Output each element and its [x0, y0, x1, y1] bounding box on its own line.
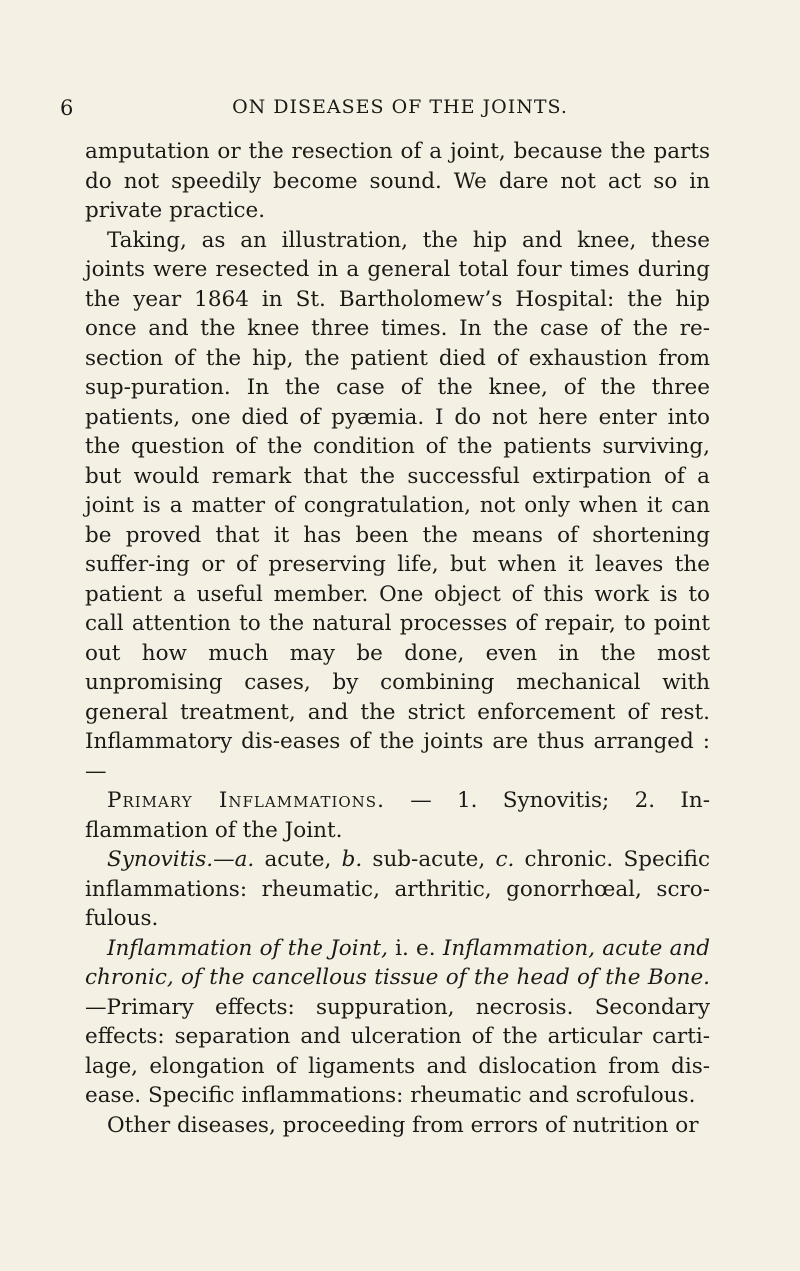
running-title: ON DISEASES OF THE JOINTS. [232, 96, 568, 118]
paragraph-4-text-3: sub-acute, [362, 847, 496, 872]
paragraph-3 [85, 786, 710, 845]
item-b: b. [341, 847, 363, 872]
paragraph-2: Taking, as an illustration, the hip and knee, these joints were resected in a general total four times during the year 1864 in St. Bartholomew’s Hospital: the hip once and the knee three times. In the case of the re-section of the hip, the patient died of exhaustion from sup-puration. In the case of the knee, of the three patients, one died of pyæmia. I do not here enter into the question of the condition of the patients surviving, but would remark that the successful extirpation of a joint is a matter of congratulation, not only when it can be proved that it has been the means of shortening suffer-ing or of preserving life, but when it leaves the patient a useful member. One object of this work is to call attention to the natural processes of repair, to point out how much may be done, even in the most unpromising cases, by combining mechanical with general treatment, and the strict enforcement of rest. Inflammatory dis-eases of the joints are thus arranged :— [85, 227, 710, 784]
paragraph-5-text-2: —Primary effects: suppuration, necrosis. Secondary effects: separation and ulceration of the articular carti-lage, elongation of ligaments and dislocation from dis-ease. Specific inflammations: rheumatic and scrofulous. [85, 994, 710, 1108]
paragraph-1: amputation or the resection of a joint, because the parts do not speedily become sound. We dare not act so in private practice. [85, 139, 710, 223]
paragraph-5-italic: Inflammation, acute and chronic, of the cancellous tissue of the head of the Bone. [85, 935, 710, 990]
synovitis-lead: Synovitis. [107, 847, 214, 872]
item-c: c. [495, 847, 515, 872]
paragraph-5 [85, 934, 710, 1111]
paragraph-4-text-4: chronic. Specific inflammations: rheumatic, arthritic, gonorrhœal, scro-fulous. [85, 847, 710, 931]
paragraph-4-dash: — [213, 847, 235, 872]
item-a: a. [234, 847, 255, 872]
paragraph-3-text: — 1. Synovitis; 2. In-flammation of the Joint. [85, 788, 710, 843]
body-text [85, 137, 710, 1140]
section-heading: Primary Inflammations. [107, 788, 385, 813]
paragraph-5-text-1: i. e. [387, 935, 443, 961]
page-number: 6 [60, 96, 74, 120]
paragraph-4 [85, 845, 710, 934]
page-header [0, 96, 800, 126]
paragraph-6: Other diseases, proceeding from errors of nutrition or [107, 1112, 699, 1138]
paragraph-4-text-2: acute, [254, 847, 342, 872]
inflammation-lead: Inflammation of the Joint, [107, 935, 388, 961]
